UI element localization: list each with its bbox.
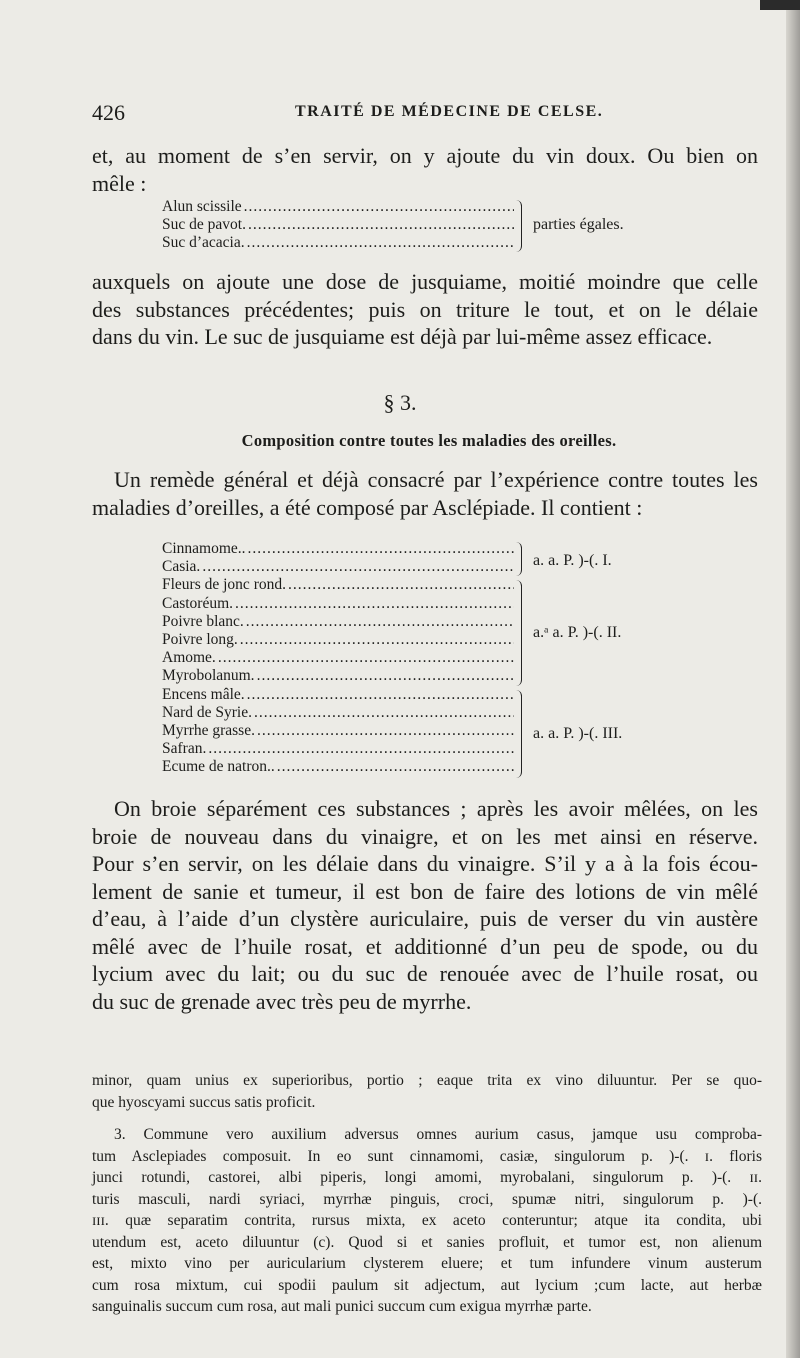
text-line: des substances précédentes; puis on triture le tout, et on le délaie bbox=[92, 296, 758, 322]
recipe-quantity: parties égales. bbox=[533, 216, 624, 233]
recipe-brace bbox=[516, 200, 522, 252]
recipe-item: Amome. ..... bbox=[162, 649, 514, 667]
footnote-line: 3. Commune vero auxilium adversus omnes aurium casus, jamque usu comproba- bbox=[114, 1126, 762, 1143]
footnote-line: minor, quam unius ex superioribus, portio ; eaque trita ex vino diluuntur. Per se quo- bbox=[92, 1072, 762, 1089]
paragraph-2 bbox=[92, 268, 758, 351]
recipe-item: Suc d’acacia. ..... bbox=[162, 234, 514, 252]
text-line: mêle : bbox=[92, 170, 147, 196]
paragraph-3 bbox=[92, 466, 758, 521]
recipe-list-1 bbox=[162, 198, 514, 253]
intro-paragraph bbox=[92, 142, 758, 197]
recipe-item: Safran. ..... bbox=[162, 740, 514, 758]
recipe-item: Cinnamome.. ..... bbox=[162, 540, 514, 558]
recipe-item: Poivre long. ..... bbox=[162, 631, 514, 649]
recipe-item: Alun scissile ..... bbox=[162, 198, 514, 216]
section-heading: Composition contre toutes les maladies des oreilles. bbox=[241, 431, 617, 450]
footnote-latin-2 bbox=[92, 1124, 762, 1318]
recipe-brace bbox=[516, 580, 522, 686]
paragraph-4 bbox=[92, 795, 758, 1015]
recipe-list-2 bbox=[162, 540, 514, 777]
footnote-line: que hyoscyami succus satis proficit. bbox=[92, 1093, 316, 1111]
section-number: § 3. bbox=[383, 390, 417, 415]
recipe-quantity: a. a. P. )-(. I. bbox=[533, 552, 612, 569]
recipe-item: Myrobolanum. ..... bbox=[162, 667, 514, 685]
text-line: broie de nouveau dans du vinaigre, et on les met ainsi en réserve. bbox=[92, 823, 758, 849]
recipe-item: Castoréum. ..... bbox=[162, 595, 514, 613]
recipe-brace bbox=[516, 542, 522, 576]
text-line: lement de sanie et tumeur, il est bon de faire des lotions de vin mêlé bbox=[92, 878, 758, 904]
text-line: maladies d’oreilles, a été composé par Asclépiade. Il contient : bbox=[92, 494, 643, 520]
footnote-line: tum Asclepiades composuit. In eo sunt cinnamomi, casiæ, singulorum p. )-(. ɪ. floris bbox=[92, 1147, 762, 1165]
footnote-line: cum rosa mixtum, cui spodii paulum sit adjectum, aut lycium ;cum lacte, aut herbæ bbox=[92, 1276, 762, 1294]
footnote-line: turis masculi, nardi syriaci, myrrhæ pinguis, croci, spumæ nitri, singulorum p. )-(. bbox=[92, 1190, 762, 1208]
running-title: TRAITÉ DE MÉDECINE DE CELSE. bbox=[295, 103, 604, 120]
footnote-latin-1 bbox=[92, 1070, 762, 1113]
text-line: mêlé avec de l’huile rosat, et additionné d’un peu de spode, ou du bbox=[92, 933, 758, 959]
recipe-item: Myrrhe grasse. ..... bbox=[162, 722, 514, 740]
text-line: d’eau, à l’aide d’un clystère auriculaire, puis de verser du vin austère bbox=[92, 906, 758, 931]
text-line: auxquels on ajoute une dose de jusquiame, moitié moindre que celle bbox=[92, 269, 758, 294]
text-line: Pour s’en servir, on les délaie dans du vinaigre. S’il y a à la fois écou- bbox=[92, 851, 758, 876]
recipe-quantity: a.ᵃ a. P. )-(. II. bbox=[533, 624, 622, 641]
text-line: Un remède général et déjà consacré par l’expérience contre toutes les bbox=[114, 467, 758, 492]
text-line: lycium avec du lait; ou du suc de renouée avec de l’huile rosat, ou bbox=[92, 961, 758, 986]
recipe-brace bbox=[516, 690, 522, 778]
text-line: du suc de grenade avec très peu de myrrhe. bbox=[92, 988, 472, 1014]
recipe-item: Nard de Syrie. ..... bbox=[162, 704, 514, 722]
text-line: dans du vin. Le suc de jusquiame est déjà par lui-même assez efficace. bbox=[92, 324, 713, 349]
page-edge-shadow bbox=[786, 0, 800, 1358]
recipe-item: Suc de pavot. ..... bbox=[162, 216, 514, 234]
footnote-line: sanguinalis succum cum rosa, aut mali punici succum cum exigua myrrhæ parte. bbox=[92, 1298, 592, 1315]
recipe-item: Ecume de natron.. ..... bbox=[162, 758, 514, 776]
text-line: On broie séparément ces substances ; après les avoir mêlées, on les bbox=[114, 796, 758, 821]
text-line: et, au moment de s’en servir, on y ajoute du vin doux. Ou bien on bbox=[92, 143, 758, 168]
footnote-line: est, mixto vino per auricularium clysterem eluere; et tum infundere vinum austerum bbox=[92, 1255, 762, 1272]
page-corner bbox=[760, 0, 800, 10]
page-number: 426 bbox=[92, 100, 125, 125]
recipe-quantity: a. a. P. )-(. III. bbox=[533, 725, 623, 742]
footnote-line: junci rotundi, castorei, albi piperis, longi amomi, myrobalani, singulorum p. )-(. ɪɪ. bbox=[92, 1169, 762, 1186]
footnote-line: ɪɪɪ. quæ separatim contrita, rursus mixta, ex aceto conteruntur; atque ita condita, ubi bbox=[92, 1212, 762, 1229]
recipe-item: Casia. ..... bbox=[162, 558, 514, 576]
recipe-item: Poivre blanc. ..... bbox=[162, 613, 514, 631]
recipe-item: Encens mâle. ..... bbox=[162, 686, 514, 704]
footnote-line: utendum est, aceto diluuntur (c). Quod si et sanies profluit, et tumor est, non alienum bbox=[92, 1233, 762, 1251]
recipe-item: Fleurs de jonc rond. ..... bbox=[162, 576, 514, 594]
